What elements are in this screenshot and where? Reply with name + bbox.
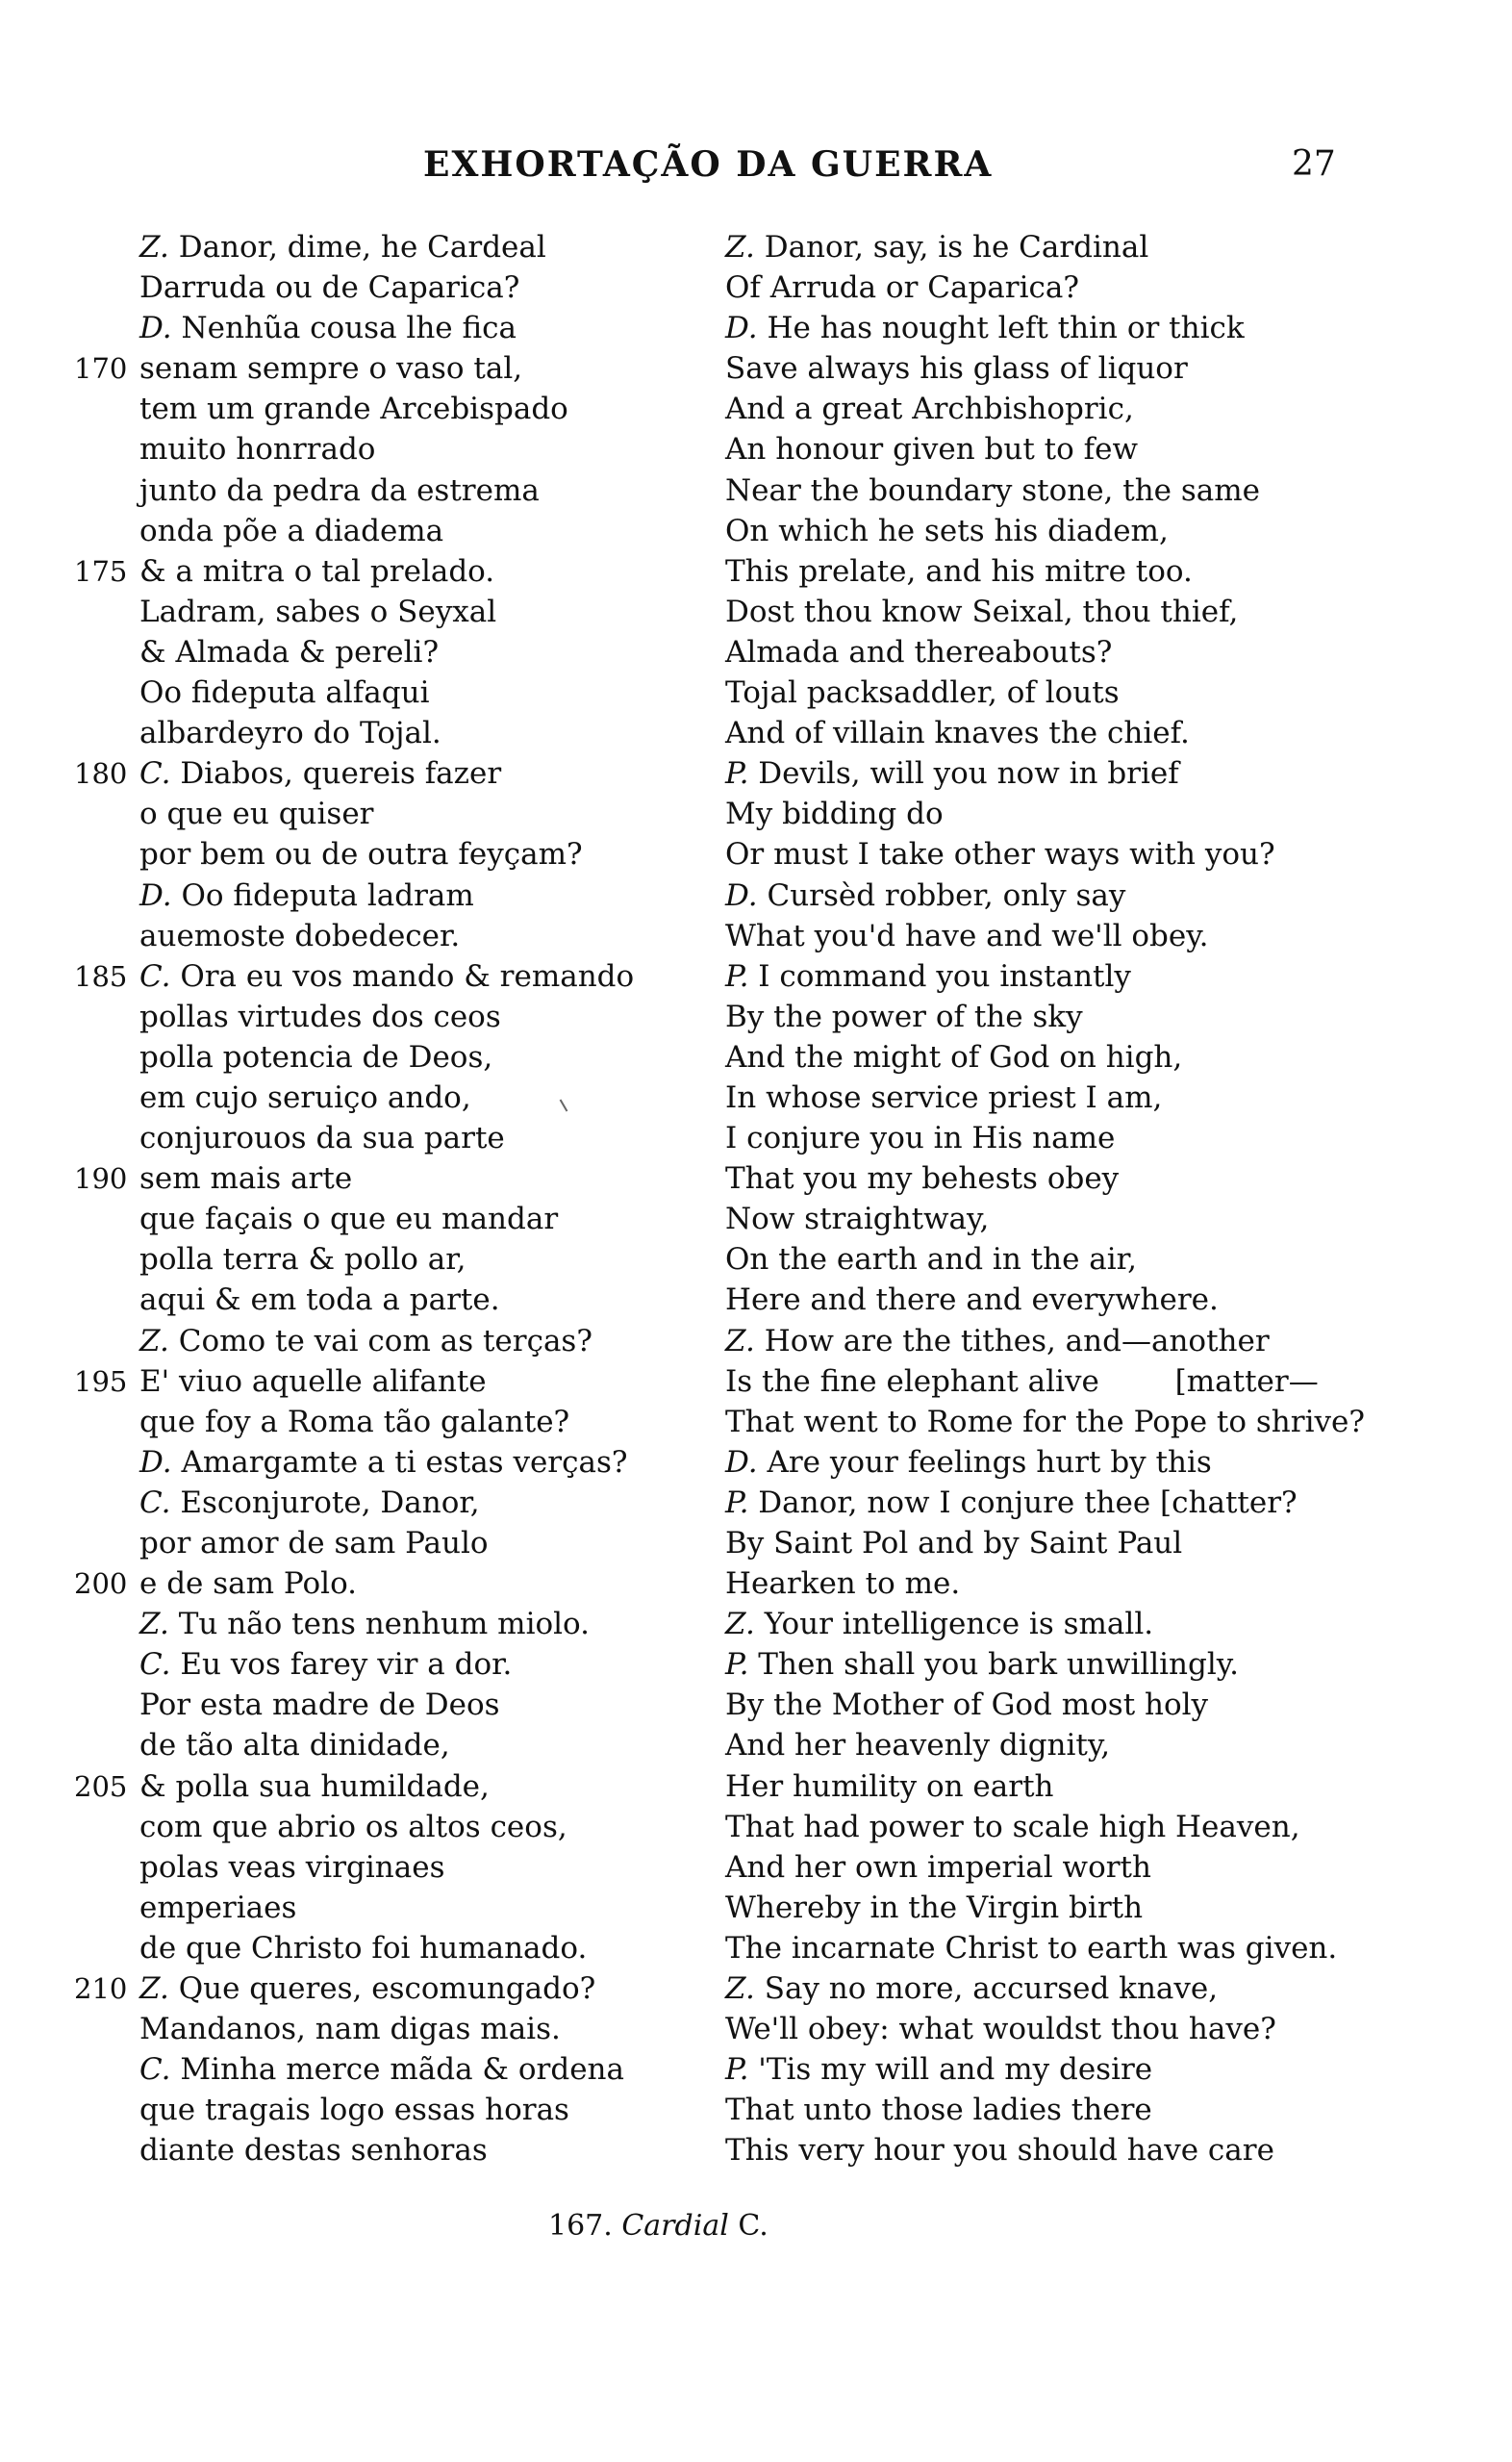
verse-text: Danor, now I conjure thee [chatter? xyxy=(758,1485,1298,1520)
verse-text: auemoste dobedecer. xyxy=(139,918,461,953)
footnote-number: 167. xyxy=(548,2209,613,2243)
verse-line xyxy=(725,632,1360,673)
verse-text: polla potencia de Deos, xyxy=(139,1039,493,1075)
verse-text: Is the fine elephant alive [matter— xyxy=(725,1363,1319,1399)
verse-line xyxy=(725,592,1360,632)
verse-text: Say no more, accursed knave, xyxy=(764,1971,1219,2007)
speaker-label: P. xyxy=(725,2052,749,2088)
verse-line xyxy=(139,1483,678,1523)
speaker-label: P. xyxy=(725,756,749,792)
verse-text: diante destas senhoras xyxy=(139,2133,488,2169)
verse-text: sem mais arte xyxy=(139,1161,353,1197)
verse-text: Minha merce mãda & ordena xyxy=(180,2052,624,2088)
verse-text: Eu vos farey vir a dor. xyxy=(180,1647,513,1683)
verse-line xyxy=(725,673,1360,713)
line-number: 175 xyxy=(74,554,128,588)
verse-text: Save always his glass of liquor xyxy=(725,351,1188,387)
verse-line xyxy=(725,470,1360,511)
verse-line xyxy=(725,2049,1360,2090)
verse-line xyxy=(725,1685,1360,1725)
verse-text: Then shall you bark unwillingly. xyxy=(758,1647,1240,1683)
verse-line xyxy=(139,1847,678,1888)
verse-text: Danor, dime, he Cardeal xyxy=(178,230,546,265)
verse-text: com que abrio os altos ceos, xyxy=(139,1809,567,1844)
verse-line xyxy=(725,794,1360,834)
verse-line xyxy=(139,713,678,753)
verse-text: emperiaes xyxy=(139,1890,297,1925)
verse-text: Como te vai com as terças? xyxy=(178,1323,592,1358)
verse-text: & Almada & pereli? xyxy=(139,634,440,670)
verse-text: Nenhũa cousa lhe fica xyxy=(181,311,517,346)
speaker-label: C. xyxy=(139,2052,171,2088)
verse-line xyxy=(139,592,678,632)
verse-line xyxy=(725,2130,1360,2170)
verse-line xyxy=(725,1644,1360,1685)
verse-text: On the earth and in the air, xyxy=(725,1242,1137,1278)
verse-text: Cursèd robber, only say xyxy=(767,877,1126,913)
verse-line xyxy=(139,1402,678,1442)
verse-text: Danor, say, is he Cardinal xyxy=(764,230,1149,265)
verse-text: And her own imperial worth xyxy=(725,1849,1151,1885)
verse-text: por amor de sam Paulo xyxy=(139,1526,489,1561)
verse-text: polas veas virginaes xyxy=(139,1849,445,1885)
verse-line xyxy=(139,1523,678,1563)
speaker-label: P. xyxy=(725,958,749,994)
verse-text: Of Arruda or Caparica? xyxy=(725,270,1079,306)
line-number: 200 xyxy=(74,1567,128,1601)
verse-line xyxy=(139,1807,678,1847)
line-number: 190 xyxy=(74,1162,128,1196)
verse-text: polla terra & pollo ar, xyxy=(139,1242,466,1278)
verse-line xyxy=(139,1280,678,1320)
verse-line xyxy=(725,511,1360,551)
verse-line xyxy=(725,1037,1360,1078)
footnote-word: Cardial xyxy=(621,2209,729,2243)
verse-line xyxy=(725,1078,1360,1118)
verse-text: I conjure you in His name xyxy=(725,1121,1116,1156)
verse-text: Dost thou know Seixal, thou thief, xyxy=(725,594,1239,629)
verse-line xyxy=(139,511,678,551)
verse-text: de tão alta dinidade, xyxy=(139,1728,450,1764)
verse-line xyxy=(74,1766,678,1807)
verse-line xyxy=(725,389,1360,429)
verse-text: 'Tis my will and my desire xyxy=(758,2052,1153,2088)
verse-text: Amargamte a ti estas verças? xyxy=(181,1444,628,1480)
verse-text: Here and there and everywhere. xyxy=(725,1282,1219,1318)
verse-text: Oo fideputa ladram xyxy=(181,877,474,913)
speaker-label: Z. xyxy=(139,1323,169,1358)
verse-text: That went to Rome for the Pope to shrive? xyxy=(725,1404,1365,1439)
verse-text: That had power to scale high Heaven, xyxy=(725,1809,1300,1844)
verse-text: Her humility on earth xyxy=(725,1768,1054,1804)
running-header-title: EXHORTAÇÃO DA GUERRA xyxy=(423,144,994,185)
verse-text: I command you instantly xyxy=(758,958,1131,994)
verse-text: Whereby in the Virgin birth xyxy=(725,1890,1144,1925)
verse-text: The incarnate Christ to earth was given. xyxy=(725,1930,1338,1966)
verse-text: senam sempre o vaso tal, xyxy=(139,351,523,387)
verse-line xyxy=(725,956,1360,997)
speaker-label: Z. xyxy=(725,1323,755,1358)
verse-text: Near the boundary stone, the same xyxy=(725,472,1261,508)
verse-line xyxy=(725,1361,1360,1402)
verse-text: & polla sua humildade, xyxy=(139,1768,490,1804)
verse-line xyxy=(139,876,678,916)
portuguese-text-column xyxy=(74,227,678,2171)
verse-line xyxy=(725,1442,1360,1483)
verse-line xyxy=(139,1199,678,1239)
speaker-label: Z. xyxy=(725,1607,755,1642)
verse-line xyxy=(139,1928,678,1968)
verse-line xyxy=(139,389,678,429)
verse-line xyxy=(725,348,1360,389)
verse-line xyxy=(139,1604,678,1644)
verse-line xyxy=(74,551,678,592)
verse-text: By the Mother of God most holy xyxy=(725,1688,1209,1723)
verse-line xyxy=(725,1725,1360,1765)
verse-line xyxy=(725,1158,1360,1199)
verse-text: de que Christo foi humanado. xyxy=(139,1930,588,1966)
footnote-source: C. xyxy=(738,2209,769,2243)
verse-text: My bidding do xyxy=(725,797,944,832)
verse-line xyxy=(725,834,1360,875)
verse-line xyxy=(139,1321,678,1361)
verse-line xyxy=(725,1563,1360,1604)
verse-text: Hearken to me. xyxy=(725,1566,961,1602)
speaker-label: D. xyxy=(725,877,758,913)
verse-text: This very hour you should have care xyxy=(725,2133,1274,2169)
verse-line xyxy=(139,1239,678,1280)
verse-text: An honour given but to few xyxy=(725,432,1138,468)
verse-text: Devils, will you now in brief xyxy=(758,756,1179,792)
verse-text: How are the tithes, and—another xyxy=(764,1323,1270,1358)
verse-text: Por esta madre de Deos xyxy=(139,1688,500,1723)
verse-text: And of villain knaves the chief. xyxy=(725,716,1190,751)
verse-line xyxy=(725,1280,1360,1320)
verse-text: tem um grande Arcebispado xyxy=(139,392,568,427)
verse-line xyxy=(139,267,678,308)
verse-line xyxy=(139,429,678,470)
verse-line xyxy=(139,1442,678,1483)
verse-line xyxy=(725,1118,1360,1158)
verse-text: por bem ou de outra feyçam? xyxy=(139,837,583,873)
verse-text: That unto those ladies there xyxy=(725,2093,1152,2128)
verse-text: That you my behests obey xyxy=(725,1161,1120,1197)
verse-line xyxy=(139,2130,678,2170)
page-number: 27 xyxy=(1292,144,1336,184)
verse-line xyxy=(725,1523,1360,1563)
verse-line xyxy=(139,1888,678,1928)
verse-text: He has nought left thin or thick xyxy=(767,311,1245,346)
verse-line xyxy=(139,1078,678,1118)
line-number: 210 xyxy=(74,1972,128,2006)
speaker-label: Z. xyxy=(725,230,755,265)
verse-line xyxy=(139,794,678,834)
verse-line xyxy=(139,916,678,956)
verse-line xyxy=(74,1563,678,1604)
verse-line xyxy=(725,429,1360,470)
verse-line xyxy=(725,1847,1360,1888)
footnote xyxy=(548,2209,769,2243)
speaker-label: D. xyxy=(139,1444,172,1480)
verse-text: Ora eu vos mando & remando xyxy=(180,958,635,994)
speaker-label: P. xyxy=(725,1647,749,1683)
verse-line xyxy=(725,1766,1360,1807)
verse-text: onda põe a diadema xyxy=(139,513,444,548)
verse-line xyxy=(725,2090,1360,2130)
speaker-label: Z. xyxy=(725,1971,755,2007)
verse-line xyxy=(139,834,678,875)
speaker-label: C. xyxy=(139,958,171,994)
verse-line xyxy=(139,1725,678,1765)
verse-line xyxy=(139,673,678,713)
verse-line xyxy=(139,227,678,267)
verse-line xyxy=(725,1807,1360,1847)
verse-line xyxy=(725,876,1360,916)
verse-line xyxy=(139,2090,678,2130)
verse-line xyxy=(725,1321,1360,1361)
verse-text: Mandanos, nam digas mais. xyxy=(139,2012,561,2047)
verse-line xyxy=(725,713,1360,753)
speaker-label: D. xyxy=(725,1444,758,1480)
verse-text: junto da pedra da estrema xyxy=(139,472,540,508)
speaker-label: Z. xyxy=(139,1971,169,2007)
verse-line xyxy=(725,551,1360,592)
verse-line xyxy=(139,1685,678,1725)
verse-line xyxy=(74,1158,678,1199)
verse-text: Are your feelings hurt by this xyxy=(767,1444,1212,1480)
speaker-label: D. xyxy=(725,311,758,346)
verse-text: Que queres, escomungado? xyxy=(178,1971,596,2007)
verse-line xyxy=(74,1361,678,1402)
verse-line xyxy=(725,1928,1360,1968)
speaker-label: C. xyxy=(139,1647,171,1683)
verse-line xyxy=(725,1604,1360,1644)
verse-text: Diabos, quereis fazer xyxy=(180,756,502,792)
verse-line xyxy=(139,1644,678,1685)
verse-line xyxy=(725,1483,1360,1523)
verse-text: que façais o que eu mandar xyxy=(139,1202,559,1237)
verse-text: e de sam Polo. xyxy=(139,1566,358,1602)
line-number: 205 xyxy=(74,1769,128,1803)
verse-text: By Saint Pol and by Saint Paul xyxy=(725,1526,1183,1561)
verse-line xyxy=(725,267,1360,308)
verse-line xyxy=(725,1199,1360,1239)
verse-text: Esconjurote, Danor, xyxy=(180,1485,480,1520)
verse-text: And her heavenly dignity, xyxy=(725,1728,1111,1764)
verse-text: By the power of the sky xyxy=(725,999,1083,1034)
speaker-label: P. xyxy=(725,1485,749,1520)
verse-line xyxy=(74,348,678,389)
verse-text: Now straightway, xyxy=(725,1202,990,1237)
speaker-label: Z. xyxy=(139,230,169,265)
verse-text: E' viuo aquelle alifante xyxy=(139,1363,487,1399)
verse-text: What you'd have and we'll obey. xyxy=(725,918,1209,953)
verse-line xyxy=(139,1037,678,1078)
english-translation-column xyxy=(725,227,1365,2171)
line-number: 185 xyxy=(74,959,128,993)
verse-line xyxy=(725,753,1360,794)
verse-text: conjurouos da sua parte xyxy=(139,1121,505,1156)
speaker-label: D. xyxy=(139,877,172,913)
line-number: 180 xyxy=(74,757,128,791)
verse-text: Your intelligence is small. xyxy=(764,1607,1154,1642)
verse-text: And a great Archbishopric, xyxy=(725,392,1134,427)
verse-text: muito honrrado xyxy=(139,432,376,468)
verse-line xyxy=(725,997,1360,1037)
verse-text: Tojal packsaddler, of louts xyxy=(725,675,1120,711)
verse-line xyxy=(139,2049,678,2090)
verse-text: Tu não tens nenhum miolo. xyxy=(178,1607,591,1642)
speaker-label: C. xyxy=(139,756,171,792)
verse-line xyxy=(74,753,678,794)
verse-line xyxy=(725,1402,1365,1442)
verse-text: albardeyro do Tojal. xyxy=(139,716,441,751)
verse-line xyxy=(725,1239,1360,1280)
verse-line xyxy=(139,1118,678,1158)
verse-line xyxy=(139,997,678,1037)
verse-text: Or must I take other ways with you? xyxy=(725,837,1275,873)
verse-text: This prelate, and his mitre too. xyxy=(725,553,1193,589)
speaker-label: D. xyxy=(139,311,172,346)
line-number: 195 xyxy=(74,1364,128,1398)
verse-line xyxy=(725,1968,1360,2009)
verse-text: aqui & em toda a parte. xyxy=(139,1282,500,1318)
verse-text: In whose service priest I am, xyxy=(725,1079,1163,1115)
speaker-label: C. xyxy=(139,1485,171,1520)
verse-text: Oo fideputa alfaqui xyxy=(139,675,430,711)
verse-line xyxy=(725,916,1360,956)
verse-line xyxy=(725,1888,1360,1928)
verse-text: On which he sets his diadem, xyxy=(725,513,1169,548)
verse-line xyxy=(725,308,1360,348)
verse-text: Almada and thereabouts? xyxy=(725,634,1113,670)
verse-line xyxy=(139,470,678,511)
verse-text: que tragais logo essas horas xyxy=(139,2093,569,2128)
verse-text: & a mitra o tal prelado. xyxy=(139,553,495,589)
verse-text: em cujo seruiço ando, xyxy=(139,1079,471,1115)
verse-line xyxy=(139,632,678,673)
verse-text: o que eu quiser xyxy=(139,797,374,832)
verse-line xyxy=(725,227,1360,267)
verse-text: Darruda ou de Caparica? xyxy=(139,270,520,306)
verse-text: Ladram, sabes o Seyxal xyxy=(139,594,497,629)
verse-line xyxy=(74,956,678,997)
verse-line xyxy=(74,1968,678,2009)
verse-text: And the might of God on high, xyxy=(725,1039,1183,1075)
verse-line xyxy=(139,308,678,348)
verse-text: pollas virtudes dos ceos xyxy=(139,999,501,1034)
verse-text: que foy a Roma tão galante? xyxy=(139,1404,570,1439)
verse-line xyxy=(139,2009,678,2049)
verse-line xyxy=(725,2009,1360,2049)
line-number: 170 xyxy=(74,352,128,386)
verse-text: We'll obey: what wouldst thou have? xyxy=(725,2012,1276,2047)
speaker-label: Z. xyxy=(139,1607,169,1642)
